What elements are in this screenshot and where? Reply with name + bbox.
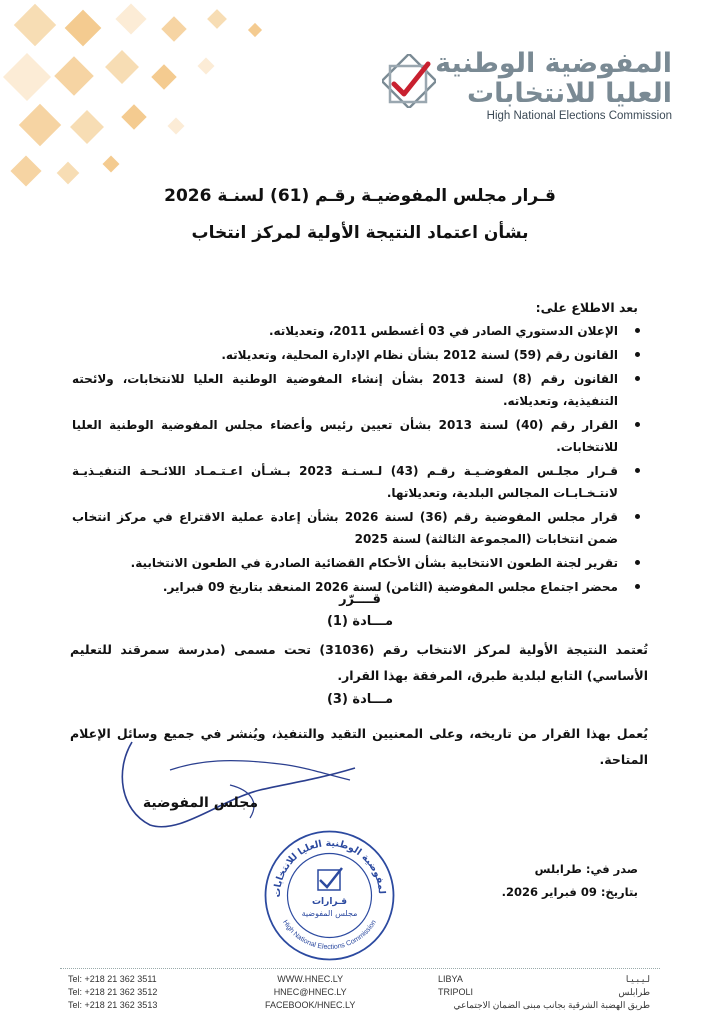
logo-arabic-line2: العليا للانتخابات bbox=[466, 78, 672, 109]
bullet-icon bbox=[635, 328, 640, 333]
article-3-text: يُعمل بهذا القرار من تاريخه، وعلى المعنيين التقيد والتنفيذ، ويُنشر في جميع وسائل الإعلام المتاحة. bbox=[70, 726, 648, 767]
article-1-text: تُعتمد النتيجة الأولية لمركز الانتخاب رقم (31036) تحت مسمى (مدرسة سمرقند للتعليم الأساسي) التابع لبلدية طبرق، المرفقة بهذا القرار. bbox=[70, 642, 648, 683]
preamble-item-text: قـرار مجلـس المفوضـيـة رقـم (43) لـسـنـة 2023 بـشـأن اعـتـمـاد اللائـحـة التنفيـذيـة لانتـخـابـات المجالس البلدية، وتعديلاتها. bbox=[72, 464, 618, 500]
preamble-item-text: الإعلان الدستوري الصادر في 03 أغسطس 2011، وتعديلاته. bbox=[268, 324, 618, 338]
article-3-heading: مـــادة (3) bbox=[326, 692, 394, 707]
logo-english-name: High National Elections Commission bbox=[486, 110, 672, 122]
preamble-intro: بعد الاطلاع على: bbox=[535, 300, 638, 315]
preamble-item-text: القانون رقم (8) لسنة 2013 بشأن إنشاء المفوضية الوطنية العليا للانتخابات، ولائحته التنفيذية، وتعديلاته. bbox=[72, 372, 618, 408]
issued-date: بتاريخ: 09 فبراير 2026. bbox=[501, 885, 638, 899]
bullet-icon bbox=[635, 584, 640, 589]
footer-city-ar: طرابلس bbox=[618, 987, 650, 997]
footer-website: WWW.HNEC.LY bbox=[277, 974, 344, 984]
bullet-icon bbox=[635, 376, 640, 381]
logo-arabic-line1: المفوضية الوطنية bbox=[435, 48, 672, 79]
footer-facebook: FACEBOOK/HNEC.LY bbox=[265, 1000, 356, 1010]
preamble-item bbox=[72, 552, 640, 574]
issued-place: صدر في: طرابلس bbox=[534, 862, 638, 876]
bullet-icon bbox=[635, 422, 640, 427]
footer-tel-3: Tel: +218 21 362 3513 bbox=[68, 1000, 158, 1010]
decorative-square bbox=[198, 58, 215, 75]
bullet-icon bbox=[635, 560, 640, 565]
footer-address-ar: طريق الهضبة الشرقية بجانب مبنى الضمان الاجتماعي bbox=[453, 1000, 650, 1010]
decorative-square bbox=[105, 50, 139, 84]
footer-city-en: TRIPOLI bbox=[438, 987, 474, 997]
decorative-square bbox=[3, 53, 51, 101]
decorative-square bbox=[161, 16, 186, 41]
decorative-square bbox=[207, 9, 227, 29]
bullet-icon bbox=[635, 352, 640, 357]
decorative-square bbox=[248, 23, 262, 37]
footer-email: HNEC@HNEC.LY bbox=[273, 987, 347, 997]
decorative-square bbox=[168, 118, 185, 135]
preamble-item-text: قرار مجلس المفوضية رقم (36) لسنة 2026 بشأن إعادة عملية الاقتراع في مركز انتخاب ضمن انتخابات (المجموعة الثالثة) لسنة 2025 bbox=[72, 510, 619, 546]
footer-location-ar bbox=[454, 973, 650, 1012]
decorative-square bbox=[14, 4, 56, 46]
decorative-squares bbox=[0, 0, 330, 200]
bullet-icon bbox=[635, 514, 640, 519]
decision-heading: قــــرّر bbox=[339, 592, 381, 607]
footer-country-en: LIBYA bbox=[438, 974, 463, 984]
decorative-square bbox=[57, 162, 80, 185]
footer-tel-1: Tel: +218 21 362 3511 bbox=[68, 974, 157, 984]
seal-ring-text-en: High National Elections Commission bbox=[281, 919, 378, 952]
preamble-list bbox=[72, 320, 640, 600]
decorative-square bbox=[65, 10, 102, 47]
signatory-title: مجلس المفوضية bbox=[142, 795, 258, 811]
decorative-square bbox=[115, 3, 146, 34]
footer-phones bbox=[68, 973, 157, 1012]
handwritten-signature bbox=[110, 730, 370, 840]
decorative-square bbox=[19, 104, 61, 146]
seal-ring-text: لمفوضية الوطنية العليا للانتخابات bbox=[271, 837, 388, 898]
preamble-item bbox=[72, 460, 640, 504]
decorative-square bbox=[121, 104, 146, 129]
article-1-heading: مـــادة (1) bbox=[326, 614, 394, 629]
commission-logo bbox=[382, 48, 672, 128]
decorative-square bbox=[10, 155, 41, 186]
preamble-item-text: القانون رقم (59) لسنة 2012 بشأن نظام الإدارة المحلية، وتعديلاته. bbox=[221, 348, 618, 362]
decorative-square bbox=[103, 156, 120, 173]
seal-center-line1: قـرارات bbox=[312, 897, 347, 907]
preamble-item bbox=[72, 368, 640, 412]
decorative-square bbox=[54, 56, 94, 96]
preamble-item-text: محضر اجتماع مجلس المفوضية (الثامن) لسنة 2026 المنعقد بتاريخ 09 فبراير. bbox=[162, 580, 618, 594]
preamble-item bbox=[72, 414, 640, 458]
svg-text:High National Elections Commis bbox=[281, 919, 378, 951]
preamble-item-text: تقرير لجنة الطعون الانتخابية بشأن الأحكام القضائية الصادرة في الطعون الانتخابية. bbox=[130, 556, 618, 570]
preamble-item bbox=[72, 344, 640, 366]
footer-web bbox=[265, 973, 355, 1012]
svg-text:المفوضية الوطنية العليا للانتخ bbox=[262, 828, 387, 898]
preamble-item bbox=[72, 320, 640, 342]
footer-divider bbox=[60, 968, 660, 969]
bullet-icon bbox=[635, 468, 640, 473]
preamble-item bbox=[72, 506, 640, 550]
official-seal-icon bbox=[262, 828, 397, 963]
checkmark-box-icon bbox=[382, 54, 436, 108]
footer-country-ar: لـيـبـيـا bbox=[625, 974, 650, 984]
seal-center-line2: مجلس المفوضية bbox=[301, 909, 358, 918]
decorative-square bbox=[70, 110, 104, 144]
preamble-item-text: القرار رقم (40) لسنة 2013 بشأن تعيين رئيس وأعضاء مجلس المفوضية الوطنية العليا للانتخابات. bbox=[72, 418, 619, 454]
decision-title: قـرار مجلس المفوضيـة رقـم (61) لسنـة 2026 bbox=[164, 186, 556, 206]
decorative-square bbox=[151, 64, 176, 89]
footer-tel-2: Tel: +218 21 362 3512 bbox=[68, 987, 158, 997]
decision-subject: بشأن اعتماد النتيجة الأولية لمركز انتخاب bbox=[191, 223, 529, 243]
